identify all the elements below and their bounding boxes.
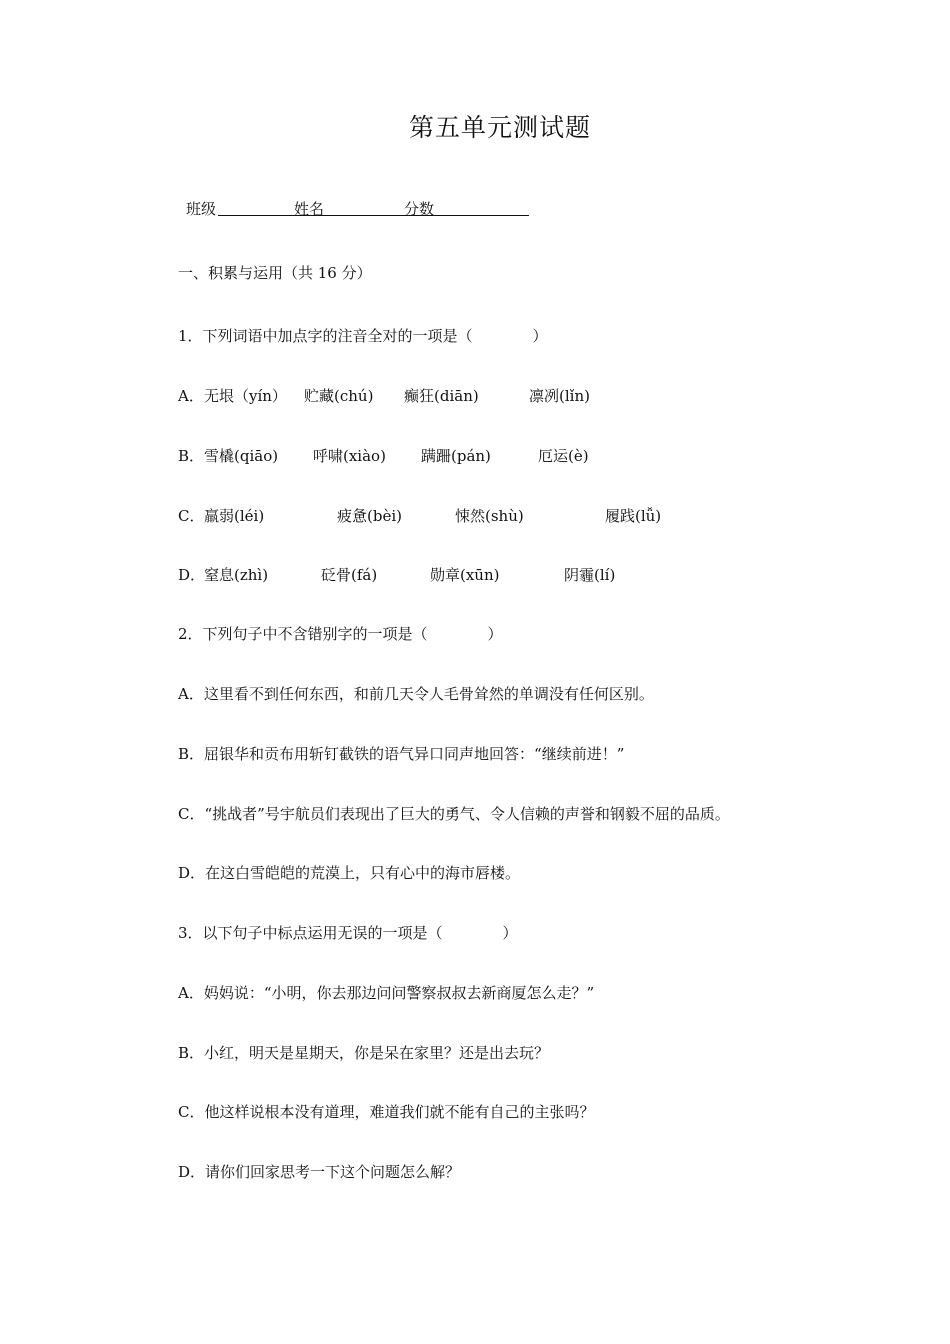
score-label: 分数: [404, 200, 435, 218]
option-word: 呼啸(xiào): [313, 447, 386, 465]
option-word: 疲惫(bèi): [337, 507, 402, 525]
q1-option-c: [178, 505, 878, 527]
q3-option-a: A．妈妈说：“小明，你去那边问问警察叔叔去新商厦怎么走？”: [178, 984, 595, 1002]
option-word: 履践(lǚ): [605, 507, 662, 525]
option-word: 无垠（yín）: [204, 387, 287, 405]
page-title: 第五单元测试题: [408, 113, 591, 142]
q1-option-b: [178, 445, 878, 467]
option-word: 阴霾(lí): [564, 566, 616, 584]
q3-option-c: C．他这样说根本没有道理，难道我们就不能有自己的主张吗？: [178, 1103, 595, 1121]
class-label: 班级: [186, 200, 217, 218]
option-word: 凛冽(lǐn): [529, 387, 590, 405]
option-word: 砭骨(fá): [321, 566, 378, 584]
option-word: 癫狂(diān): [404, 387, 479, 405]
option-word: 羸弱(léi): [204, 507, 265, 525]
option-letter: A．: [178, 387, 204, 405]
option-word: 勋章(xūn): [430, 566, 500, 584]
option-word: 雪橇(qiāo): [204, 447, 279, 465]
q1-option-d: [178, 564, 878, 586]
q3-option-d: D．请你们回家思考一下这个问题怎么解？: [178, 1163, 461, 1181]
option-word: 贮藏(chú): [304, 387, 374, 405]
q2-option-b: B．屈银华和贡布用斩钉截铁的语气异口同声地回答：“继续前进！”: [178, 745, 625, 763]
q2-option-d: D．在这白雪皑皑的荒漠上，只有心中的海市唇楼。: [178, 864, 521, 882]
q2-option-a: A．这里看不到任何东西，和前几天令人毛骨耸然的单调没有任何区别。: [178, 685, 654, 703]
section-heading: 一、积累与运用（共 16 分）: [178, 264, 372, 282]
option-letter: B．: [178, 447, 205, 465]
question-3-stem: 3．以下句子中标点运用无误的一项是（ ）: [178, 924, 518, 942]
name-label: 姓名: [294, 200, 325, 218]
score-blank: [404, 215, 529, 216]
name-blank: [294, 215, 404, 216]
option-word: 厄运(è): [538, 447, 589, 465]
question-2-stem: 2．下列句子中不含错别字的一项是（ ）: [178, 625, 503, 643]
option-word: 蹒跚(pán): [421, 447, 491, 465]
option-word: 窒息(zhì): [204, 566, 269, 584]
option-letter: C．: [178, 507, 205, 525]
q1-option-a: [178, 385, 878, 407]
option-word: 悚然(shù): [455, 507, 524, 525]
q3-option-b: B．小红，明天是星期天，你是呆在家里？还是出去玩？: [178, 1044, 550, 1062]
q2-option-c: C．“挑战者”号宇航员们表现出了巨大的勇气、令人信赖的声誉和钢毅不屈的品质。: [178, 805, 730, 823]
option-letter: D．: [178, 566, 206, 584]
question-1-stem: 1．下列词语中加点字的注音全对的一项是（ ）: [178, 327, 548, 345]
class-blank: [218, 215, 294, 216]
